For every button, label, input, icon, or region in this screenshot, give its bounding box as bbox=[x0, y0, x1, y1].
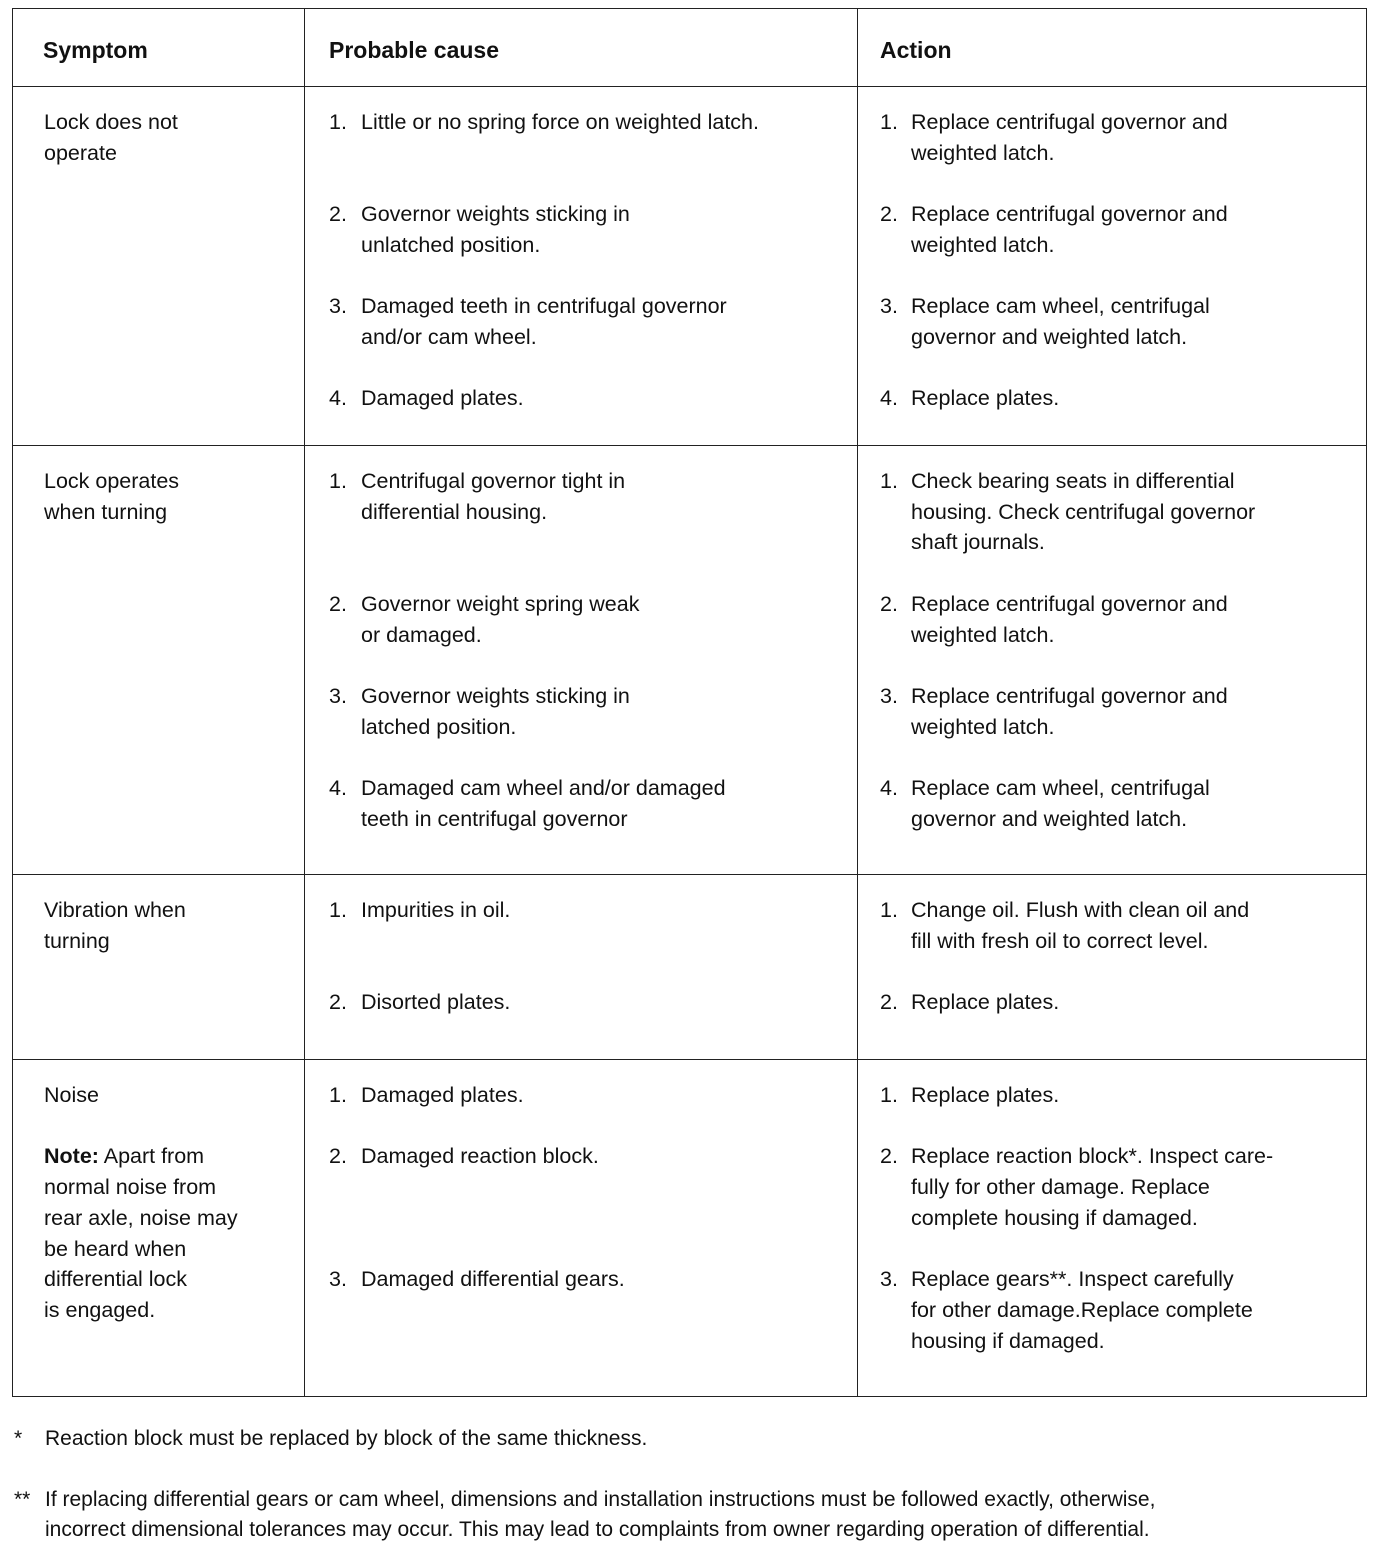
cause-text: Damaged plates. bbox=[361, 386, 524, 411]
symptom-text: differential lock bbox=[44, 1267, 188, 1292]
action-text: weighted latch. bbox=[911, 140, 1055, 165]
table-row bbox=[13, 1059, 1366, 1396]
cause-cell bbox=[304, 87, 858, 445]
action-text: Replace reaction block*. Inspect care- bbox=[911, 1144, 1274, 1169]
action-number: 1. bbox=[880, 110, 898, 134]
cause-number: 1. bbox=[329, 898, 347, 922]
symptom-cell bbox=[13, 87, 304, 445]
header-action: Action bbox=[880, 37, 952, 63]
symptom-text: Lock operates bbox=[44, 469, 180, 493]
symptom-line bbox=[44, 926, 110, 957]
footnote-mark: ** bbox=[14, 1488, 31, 1511]
cause-number: 4. bbox=[329, 386, 347, 411]
action-text: governor and weighted latch. bbox=[911, 324, 1188, 349]
symptom-line bbox=[44, 1295, 155, 1326]
note-label: Note: bbox=[44, 1144, 99, 1169]
cause-number: 2. bbox=[329, 1144, 347, 1169]
cause-number: 1. bbox=[329, 469, 347, 493]
cause-text: Governor weights sticking in bbox=[361, 202, 630, 227]
symptom-line bbox=[44, 107, 178, 138]
cause-cell bbox=[304, 1060, 858, 1396]
action-text: Replace centrifugal governor and bbox=[911, 591, 1228, 616]
action-number: 2. bbox=[880, 990, 898, 1015]
action-number: 1. bbox=[880, 469, 898, 493]
action-text: Replace cam wheel, centrifugal bbox=[911, 776, 1210, 800]
cause-text: differential housing. bbox=[361, 499, 548, 524]
cause-number: 2. bbox=[329, 202, 347, 227]
action-text: housing if damaged. bbox=[911, 1328, 1105, 1353]
symptom-line bbox=[44, 1203, 238, 1234]
symptom-text: when turning bbox=[44, 499, 168, 524]
header-probable-cause: Probable cause bbox=[329, 37, 500, 63]
action-text: shaft journals. bbox=[911, 530, 1045, 555]
action-cell bbox=[857, 87, 1366, 445]
symptom-cell bbox=[13, 1060, 304, 1396]
table-header-row bbox=[13, 9, 1366, 86]
action-number: 3. bbox=[880, 1267, 898, 1292]
footnote-text: Reaction block must be replaced by block of the same thickness. bbox=[45, 1427, 648, 1450]
cause-cell bbox=[304, 875, 858, 1059]
cause-text: Disorted plates. bbox=[361, 990, 511, 1015]
cause-text: latched position. bbox=[361, 714, 517, 739]
action-text: Change oil. Flush with clean oil and bbox=[911, 898, 1250, 922]
symptom-line bbox=[44, 1264, 187, 1295]
action-text: housing. Check centrifugal governor bbox=[911, 499, 1256, 524]
action-number: 4. bbox=[880, 776, 898, 800]
troubleshooting-table bbox=[12, 8, 1367, 1397]
symptom-text: Noise bbox=[44, 1083, 99, 1107]
action-text: Replace centrifugal governor and bbox=[911, 202, 1228, 227]
cause-text: Impurities in oil. bbox=[361, 898, 511, 922]
action-text: Replace plates. bbox=[911, 1083, 1060, 1107]
footnote-text: incorrect dimensional tolerances may occur. This may lead to complaints from owner regarding operation of differential. bbox=[45, 1518, 1150, 1541]
symptom-text: Vibration when bbox=[44, 898, 186, 922]
action-text: for other damage.Replace complete bbox=[911, 1297, 1253, 1322]
header-symptom: Symptom bbox=[43, 37, 148, 63]
symptom-text: normal noise from bbox=[44, 1175, 217, 1200]
action-text: fill with fresh oil to correct level. bbox=[911, 928, 1209, 953]
table-row bbox=[13, 86, 1366, 445]
cause-number: 1. bbox=[329, 1083, 347, 1107]
symptom-cell bbox=[13, 875, 304, 1059]
action-text: governor and weighted latch. bbox=[911, 806, 1188, 831]
cause-number: 3. bbox=[329, 294, 347, 319]
symptom-text: is engaged. bbox=[44, 1297, 156, 1322]
symptom-line bbox=[44, 1141, 204, 1172]
cause-text: Little or no spring force on weighted latch. bbox=[361, 110, 759, 134]
action-number: 1. bbox=[880, 1083, 898, 1107]
action-number: 3. bbox=[880, 294, 898, 319]
cause-text: or damaged. bbox=[361, 622, 482, 647]
symptom-text: Lock does not bbox=[44, 110, 178, 134]
table-row bbox=[13, 445, 1366, 874]
action-number: 1. bbox=[880, 898, 898, 922]
symptom-line bbox=[44, 1172, 216, 1203]
symptom-line bbox=[44, 138, 117, 169]
cause-text: Damaged differential gears. bbox=[361, 1267, 625, 1292]
action-text: Replace centrifugal governor and bbox=[911, 683, 1228, 708]
cause-number: 2. bbox=[329, 990, 347, 1015]
cause-text: and/or cam wheel. bbox=[361, 324, 537, 349]
cause-number: 1. bbox=[329, 110, 347, 134]
symptom-text: turning bbox=[44, 928, 110, 953]
action-number: 2. bbox=[880, 1144, 898, 1169]
action-text: Replace cam wheel, centrifugal bbox=[911, 294, 1210, 319]
cause-number: 3. bbox=[329, 1267, 347, 1292]
action-number: 4. bbox=[880, 386, 898, 411]
action-text: complete housing if damaged. bbox=[911, 1205, 1198, 1230]
action-text: Replace gears**. Inspect carefully bbox=[911, 1267, 1234, 1292]
cause-text: unlatched position. bbox=[361, 232, 541, 257]
action-text: weighted latch. bbox=[911, 232, 1055, 257]
action-text: Replace plates. bbox=[911, 990, 1060, 1015]
cause-number: 2. bbox=[329, 591, 347, 616]
symptom-text: Apart from bbox=[98, 1144, 205, 1169]
cause-text: Centrifugal governor tight in bbox=[361, 469, 626, 493]
action-text: weighted latch. bbox=[911, 714, 1055, 739]
symptom-text: rear axle, noise may bbox=[44, 1205, 238, 1230]
table-row bbox=[13, 874, 1366, 1059]
action-number: 3. bbox=[880, 683, 898, 708]
cause-number: 3. bbox=[329, 683, 347, 708]
cause-text: Damaged reaction block. bbox=[361, 1144, 599, 1169]
cause-number: 4. bbox=[329, 776, 347, 800]
cause-text: Damaged teeth in centrifugal governor bbox=[361, 294, 727, 319]
footnote-text: If replacing differential gears or cam wheel, dimensions and installation instructions must be followed exactly, otherwise, bbox=[45, 1488, 1156, 1511]
cause-cell bbox=[304, 446, 858, 874]
symptom-text: be heard when bbox=[44, 1236, 187, 1261]
cause-text: Damaged cam wheel and/or damaged bbox=[361, 776, 726, 800]
action-cell bbox=[857, 446, 1366, 874]
symptom-cell bbox=[13, 446, 304, 874]
action-text: Replace plates. bbox=[911, 386, 1060, 411]
action-number: 2. bbox=[880, 591, 898, 616]
symptom-line bbox=[44, 895, 186, 926]
action-number: 2. bbox=[880, 202, 898, 227]
cause-text: Damaged plates. bbox=[361, 1083, 524, 1107]
action-text: fully for other damage. Replace bbox=[911, 1175, 1210, 1200]
symptom-line bbox=[44, 1234, 186, 1265]
cause-text: teeth in centrifugal governor bbox=[361, 806, 628, 831]
action-text: weighted latch. bbox=[911, 622, 1055, 647]
symptom-line bbox=[44, 497, 167, 528]
symptom-text: operate bbox=[44, 140, 117, 165]
action-cell bbox=[857, 875, 1366, 1059]
cause-text: Governor weights sticking in bbox=[361, 683, 630, 708]
action-text: Replace centrifugal governor and bbox=[911, 110, 1228, 134]
symptom-line bbox=[44, 1080, 99, 1111]
action-text: Check bearing seats in differential bbox=[911, 469, 1235, 493]
cause-text: Governor weight spring weak bbox=[361, 591, 640, 616]
footnote-mark: * bbox=[14, 1427, 23, 1450]
action-cell bbox=[857, 1060, 1366, 1396]
symptom-line bbox=[44, 466, 179, 497]
